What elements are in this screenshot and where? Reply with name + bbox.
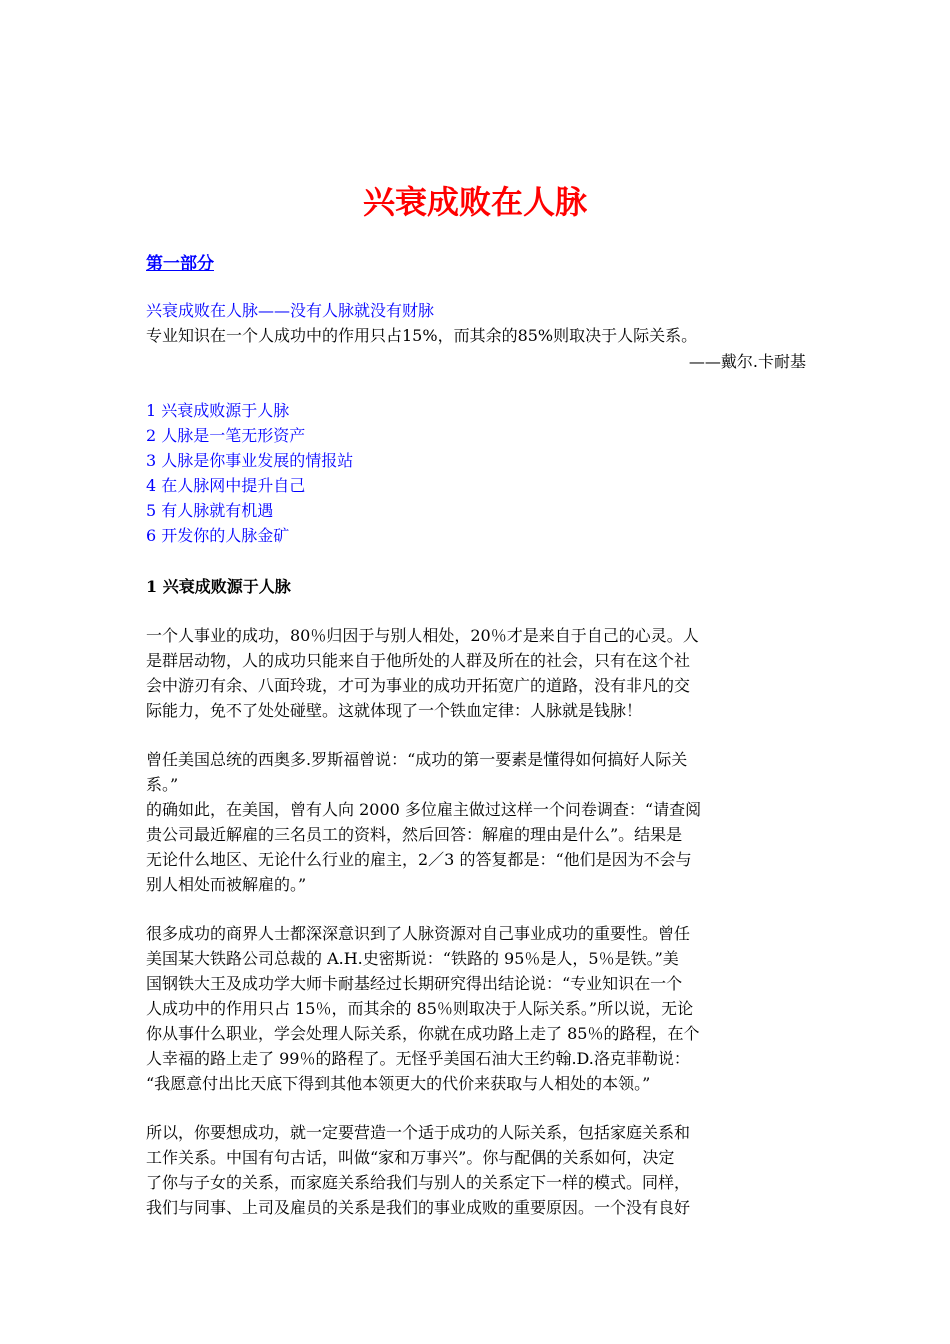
paragraph [146,623,808,723]
paragraph-line: 我们与同事、上司及雇员的关系是我们的事业成败的重要原因。一个没有良好 [146,1198,691,1217]
quote-text: 专业知识在一个人成功中的作用只占15%，而其余的85%则取决于人际关系。 [146,326,698,345]
paragraph-line: 工作关系。中国有句古话，叫做“家和万事兴”。你与配偶的关系如何，决定 [146,1148,675,1167]
subtitle: 兴衰成败在人脉——没有人脉就没有财脉 [146,301,435,320]
toc-item[interactable]: 5 有人脉就有机遇 [146,501,274,520]
paragraph-line: 所以，你要想成功，就一定要营造一个适于成功的人际关系，包括家庭关系和 [146,1123,691,1142]
toc-item[interactable]: 3 人脉是你事业发展的情报站 [146,451,354,470]
paragraph-line: 是群居动物，人的成功只能来自于他所处的人群及所在的社会，只有在这个社 [146,651,691,670]
toc-item[interactable]: 2 人脉是一笔无形资产 [146,426,306,445]
paragraph-line: 人幸福的路上走了 99％的路程了。无怪乎美国石油大王约翰.D.洛克菲勒说： [146,1049,690,1068]
part-one-link[interactable]: 第一部分 [146,254,214,274]
paragraph-line: 贵公司最近解雇的三名员工的资料，然后回答：解雇的理由是什么”。结果是 [146,825,683,844]
paragraph-line: 很多成功的商界人士都深深意识到了人脉资源对自己事业成功的重要性。曾任 [146,924,691,943]
paragraph-line: 一个人事业的成功，80％归因于与别人相处，20％才是来自于自己的心灵。人 [146,626,699,645]
paragraph [146,921,808,1096]
paragraph-line: 你从事什么职业，学会处理人际关系，你就在成功路上走了 85％的路程，在个 [146,1024,700,1043]
toc-item[interactable]: 1 兴衰成败源于人脉 [146,401,290,420]
paragraph [146,747,808,897]
table-of-contents [146,398,353,548]
paragraph-line: 人成功中的作用只占 15％，而其余的 85％则取决于人际关系。”所以说，无论 [146,999,694,1018]
section-heading: 1 兴衰成败源于人脉 [146,577,291,596]
paragraph-line: 别人相处而被解雇的。” [146,875,307,894]
paragraph-line: 无论什么地区、无论什么行业的雇主，2／3 的答复都是：“他们是因为不会与 [146,850,692,869]
document-title: 兴衰成败在人脉 [362,183,587,221]
paragraph-line: 国钢铁大王及成功学大师卡耐基经过长期研究得出结论说：“专业知识在一个 [146,974,683,993]
paragraph-line: 系。” [146,775,179,794]
toc-item[interactable]: 4 在人脉网中提升自己 [146,476,306,495]
quote-author: ——戴尔.卡耐基 [688,352,806,371]
paragraph-line: “我愿意付出比天底下得到其他本领更大的代价来获取与人相处的本领。” [146,1074,651,1093]
toc-item[interactable]: 6 开发你的人脉金矿 [146,526,290,545]
paragraph-line: 了你与子女的关系，而家庭关系给我们与别人的关系定下一样的模式。同样， [146,1173,691,1192]
paragraph-line: 会中游刃有余、八面玲珑，才可为事业的成功开拓宽广的道路，没有非凡的交 [146,676,691,695]
paragraph-line: 的确如此，在美国，曾有人向 2000 多位雇主做过这样一个问卷调查：“请查阅 [146,800,702,819]
paragraph [146,1120,808,1220]
paragraph-line: 际能力，免不了处处碰壁。这就体现了一个铁血定律：人脉就是钱脉！ [146,701,643,720]
paragraph-line: 曾任美国总统的西奥多.罗斯福曾说：“成功的第一要素是懂得如何搞好人际关 [146,750,688,769]
paragraph-line: 美国某大铁路公司总裁的 A.H.史密斯说：“铁路的 95％是人，5％是铁。”美 [146,949,679,968]
